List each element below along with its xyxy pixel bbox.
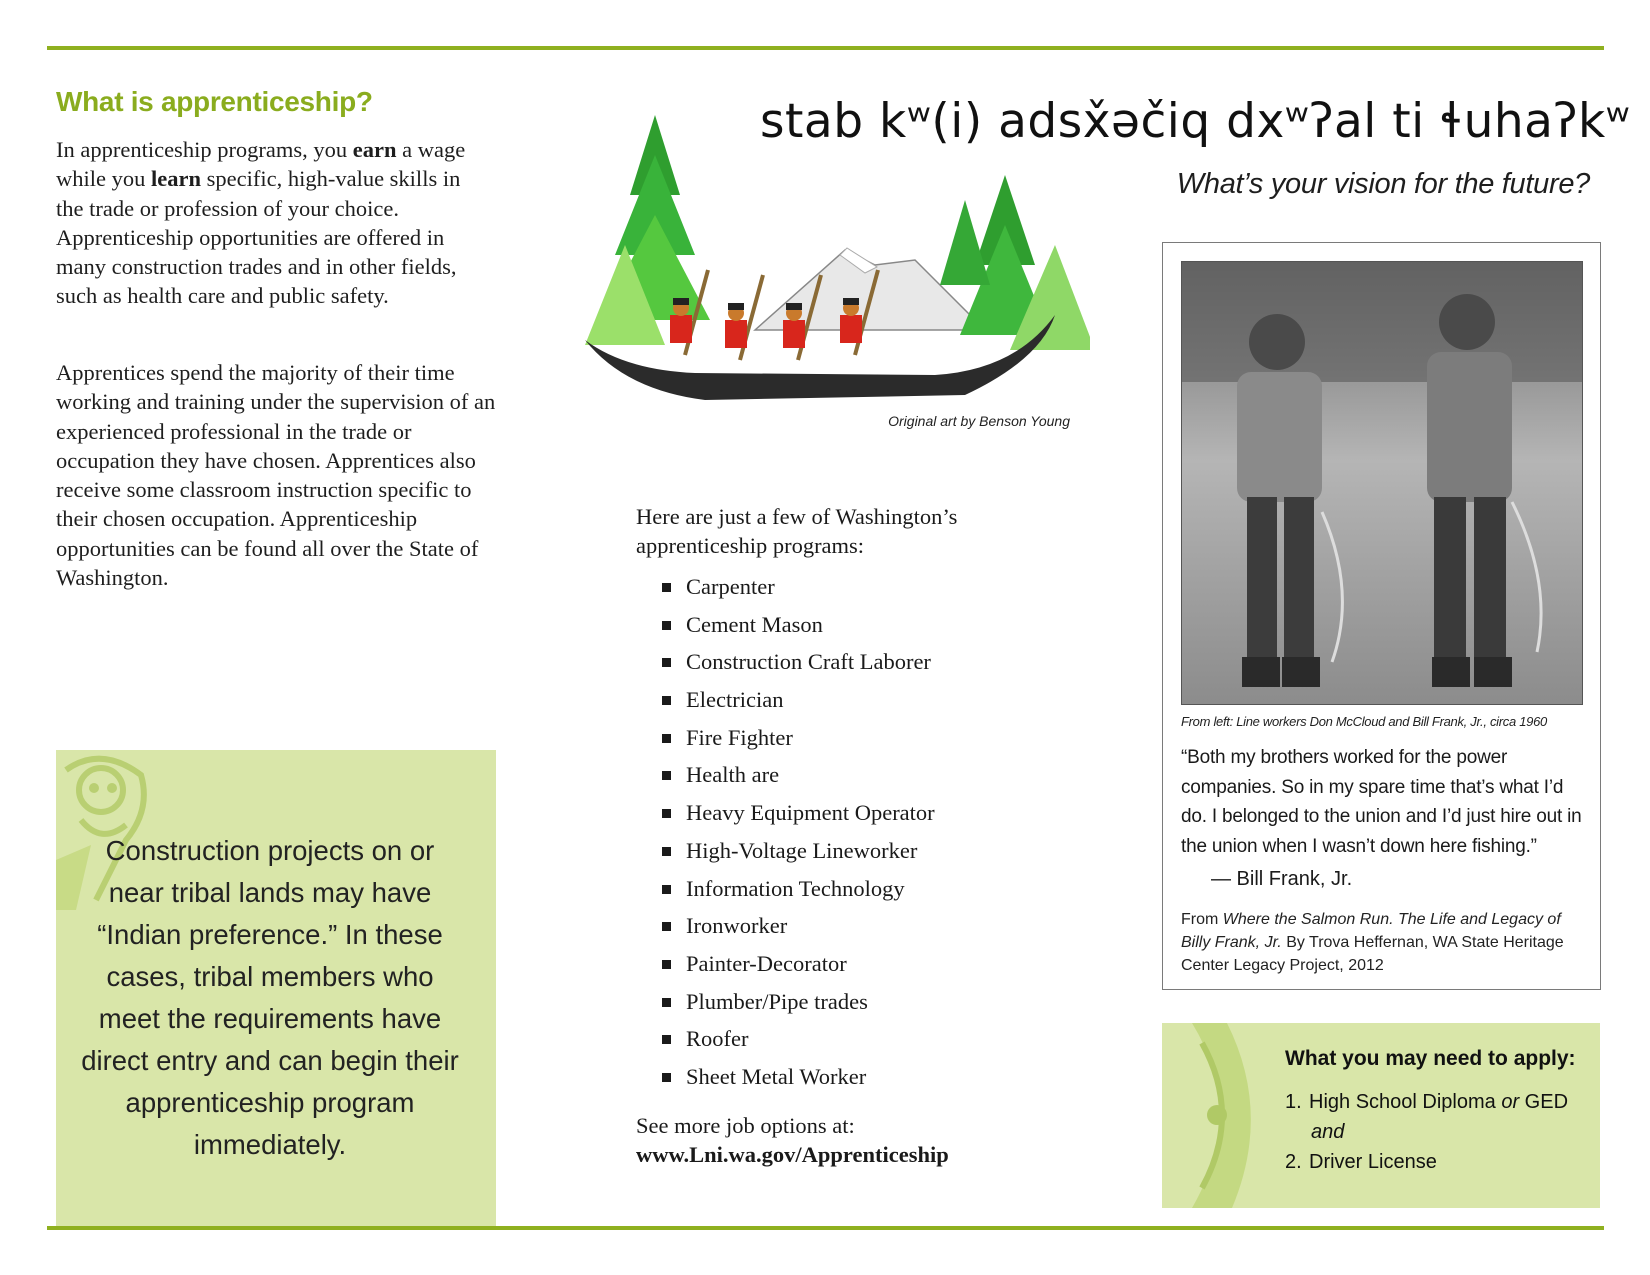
item-number: 1. [1285,1091,1302,1113]
more-label: See more job options at: [636,1113,855,1138]
apply-connector [1285,1117,1568,1147]
top-rule [47,46,1604,50]
program-item [662,606,935,644]
source-prefix: From [1181,911,1223,928]
item-number: 2. [1285,1151,1302,1173]
program-name: Plumber/Pipe trades [686,988,868,1014]
paragraph-text: specific, high-value skills in the trade or profession of your choice. Apprenticeship opportunities are offered in many construction trades and in other fields, such as health care and public safety. [56,166,461,309]
connector-and: and [1311,1121,1345,1143]
more-options [636,1111,949,1169]
callout-text: Construction projects on or near tribal lands may have “Indian preference.” In these cases, tribal members who meet the requirements have direct entry and can begin their apprenticeship program immediately. [81,835,459,1160]
paragraph-text: In apprenticeship programs, you [56,137,353,162]
program-item [662,756,935,794]
square-bullet-icon [662,621,671,630]
program-item [662,1058,935,1096]
line-workers-photo [1181,261,1583,705]
apprenticeship-link[interactable]: www.Lni.wa.gov/Apprenticeship [636,1142,949,1167]
emphasis-text: earn [352,137,397,162]
programs-list [662,568,935,1096]
source-title: Where the Salmon Run. The Life and Legacy of Billy Frank, Jr. [1181,911,1561,951]
program-item [662,870,935,908]
square-bullet-icon [662,658,671,667]
apply-item-license [1285,1147,1568,1177]
canoe-illustration [585,115,1090,415]
program-name: Health are [686,762,780,788]
item-or: or [1501,1091,1520,1113]
program-name: Construction Craft Laborer [686,649,931,675]
tree-left-icon [585,115,710,345]
paragraph-text: a wage while you [56,137,466,192]
item-text: High School Diploma [1309,1091,1502,1113]
square-bullet-icon [662,734,671,743]
program-item [662,719,935,757]
photo-caption: From left: Line workers Don McCloud and Bill Frank, Jr., circa 1960 [1181,714,1547,729]
program-name: Information Technology [686,875,905,901]
title-english: What’s your vision for the future? [1176,168,1590,200]
program-item [662,794,935,832]
program-name: Cement Mason [686,611,823,637]
intro-paragraph [56,135,486,311]
square-bullet-icon [662,847,671,856]
program-name: Painter-Decorator [686,950,847,976]
item-text: Driver License [1309,1151,1437,1173]
apply-list [1285,1087,1568,1177]
emphasis-text: learn [151,166,201,192]
square-bullet-icon [662,1073,671,1082]
programs-intro: Here are just a few of Washington’s apprenticeship programs: [636,504,958,558]
program-item [662,907,935,945]
apply-heading: What you may need to apply: [1285,1047,1576,1070]
square-bullet-icon [662,809,671,818]
square-bullet-icon [662,960,671,969]
square-bullet-icon [662,1035,671,1044]
source-suffix: By Trova Heffernan, WA State Heritage Center Legacy Project, 2012 [1181,934,1564,974]
program-item [662,983,935,1021]
program-name: Roofer [686,1026,749,1052]
program-item [662,945,935,983]
program-name: High-Voltage Lineworker [686,837,918,863]
program-name: Sheet Metal Worker [686,1063,867,1089]
quote: “Both my brothers worked for the power companies. So in my spare time that’s what I’d do. I belonged to the union and I’d just hire out in the union when I wasn’t down here fishing.” [1181,747,1582,857]
apply-item-diploma [1285,1087,1568,1117]
apply-requirements-box [1162,1023,1600,1208]
program-item [662,1020,935,1058]
program-name: Electrician [686,687,784,713]
art-credit: Original art by Benson Young [888,413,1070,429]
square-bullet-icon [662,696,671,705]
program-item [662,832,935,870]
quote-attribution: — Bill Frank, Jr. [1211,868,1353,890]
program-name: Heavy Equipment Operator [686,800,935,826]
program-item [662,681,935,719]
tribal-art-icon [1162,1023,1262,1208]
quote-source [1181,908,1591,977]
item-text-ged: GED [1519,1091,1569,1113]
program-name: Ironworker [686,913,788,939]
square-bullet-icon [662,885,671,894]
square-bullet-icon [662,998,671,1007]
square-bullet-icon [662,922,671,931]
title-native-language: stab kʷ(i) adsx̌əčiq dxʷʔal ti ɬuhaʔkʷ [760,94,1631,149]
program-item [662,568,935,606]
photo-quote-box [1162,242,1601,990]
apprentices-paragraph: Apprentices spend the majority of their time working and training under the supervision of an experienced professional in the trade or occupation they have chosen. Apprentices also receive some classroom instruction specific to their chosen occupation. Apprenticeship opportunities can be found all over the State of Washington. [56,360,496,591]
program-name: Fire Fighter [686,724,793,750]
program-item [662,643,935,681]
square-bullet-icon [662,771,671,780]
square-bullet-icon [662,583,671,592]
program-name: Carpenter [686,574,775,599]
section-heading: What is apprenticeship? [56,86,373,117]
indian-preference-callout [56,750,496,1226]
bottom-rule [47,1226,1604,1230]
